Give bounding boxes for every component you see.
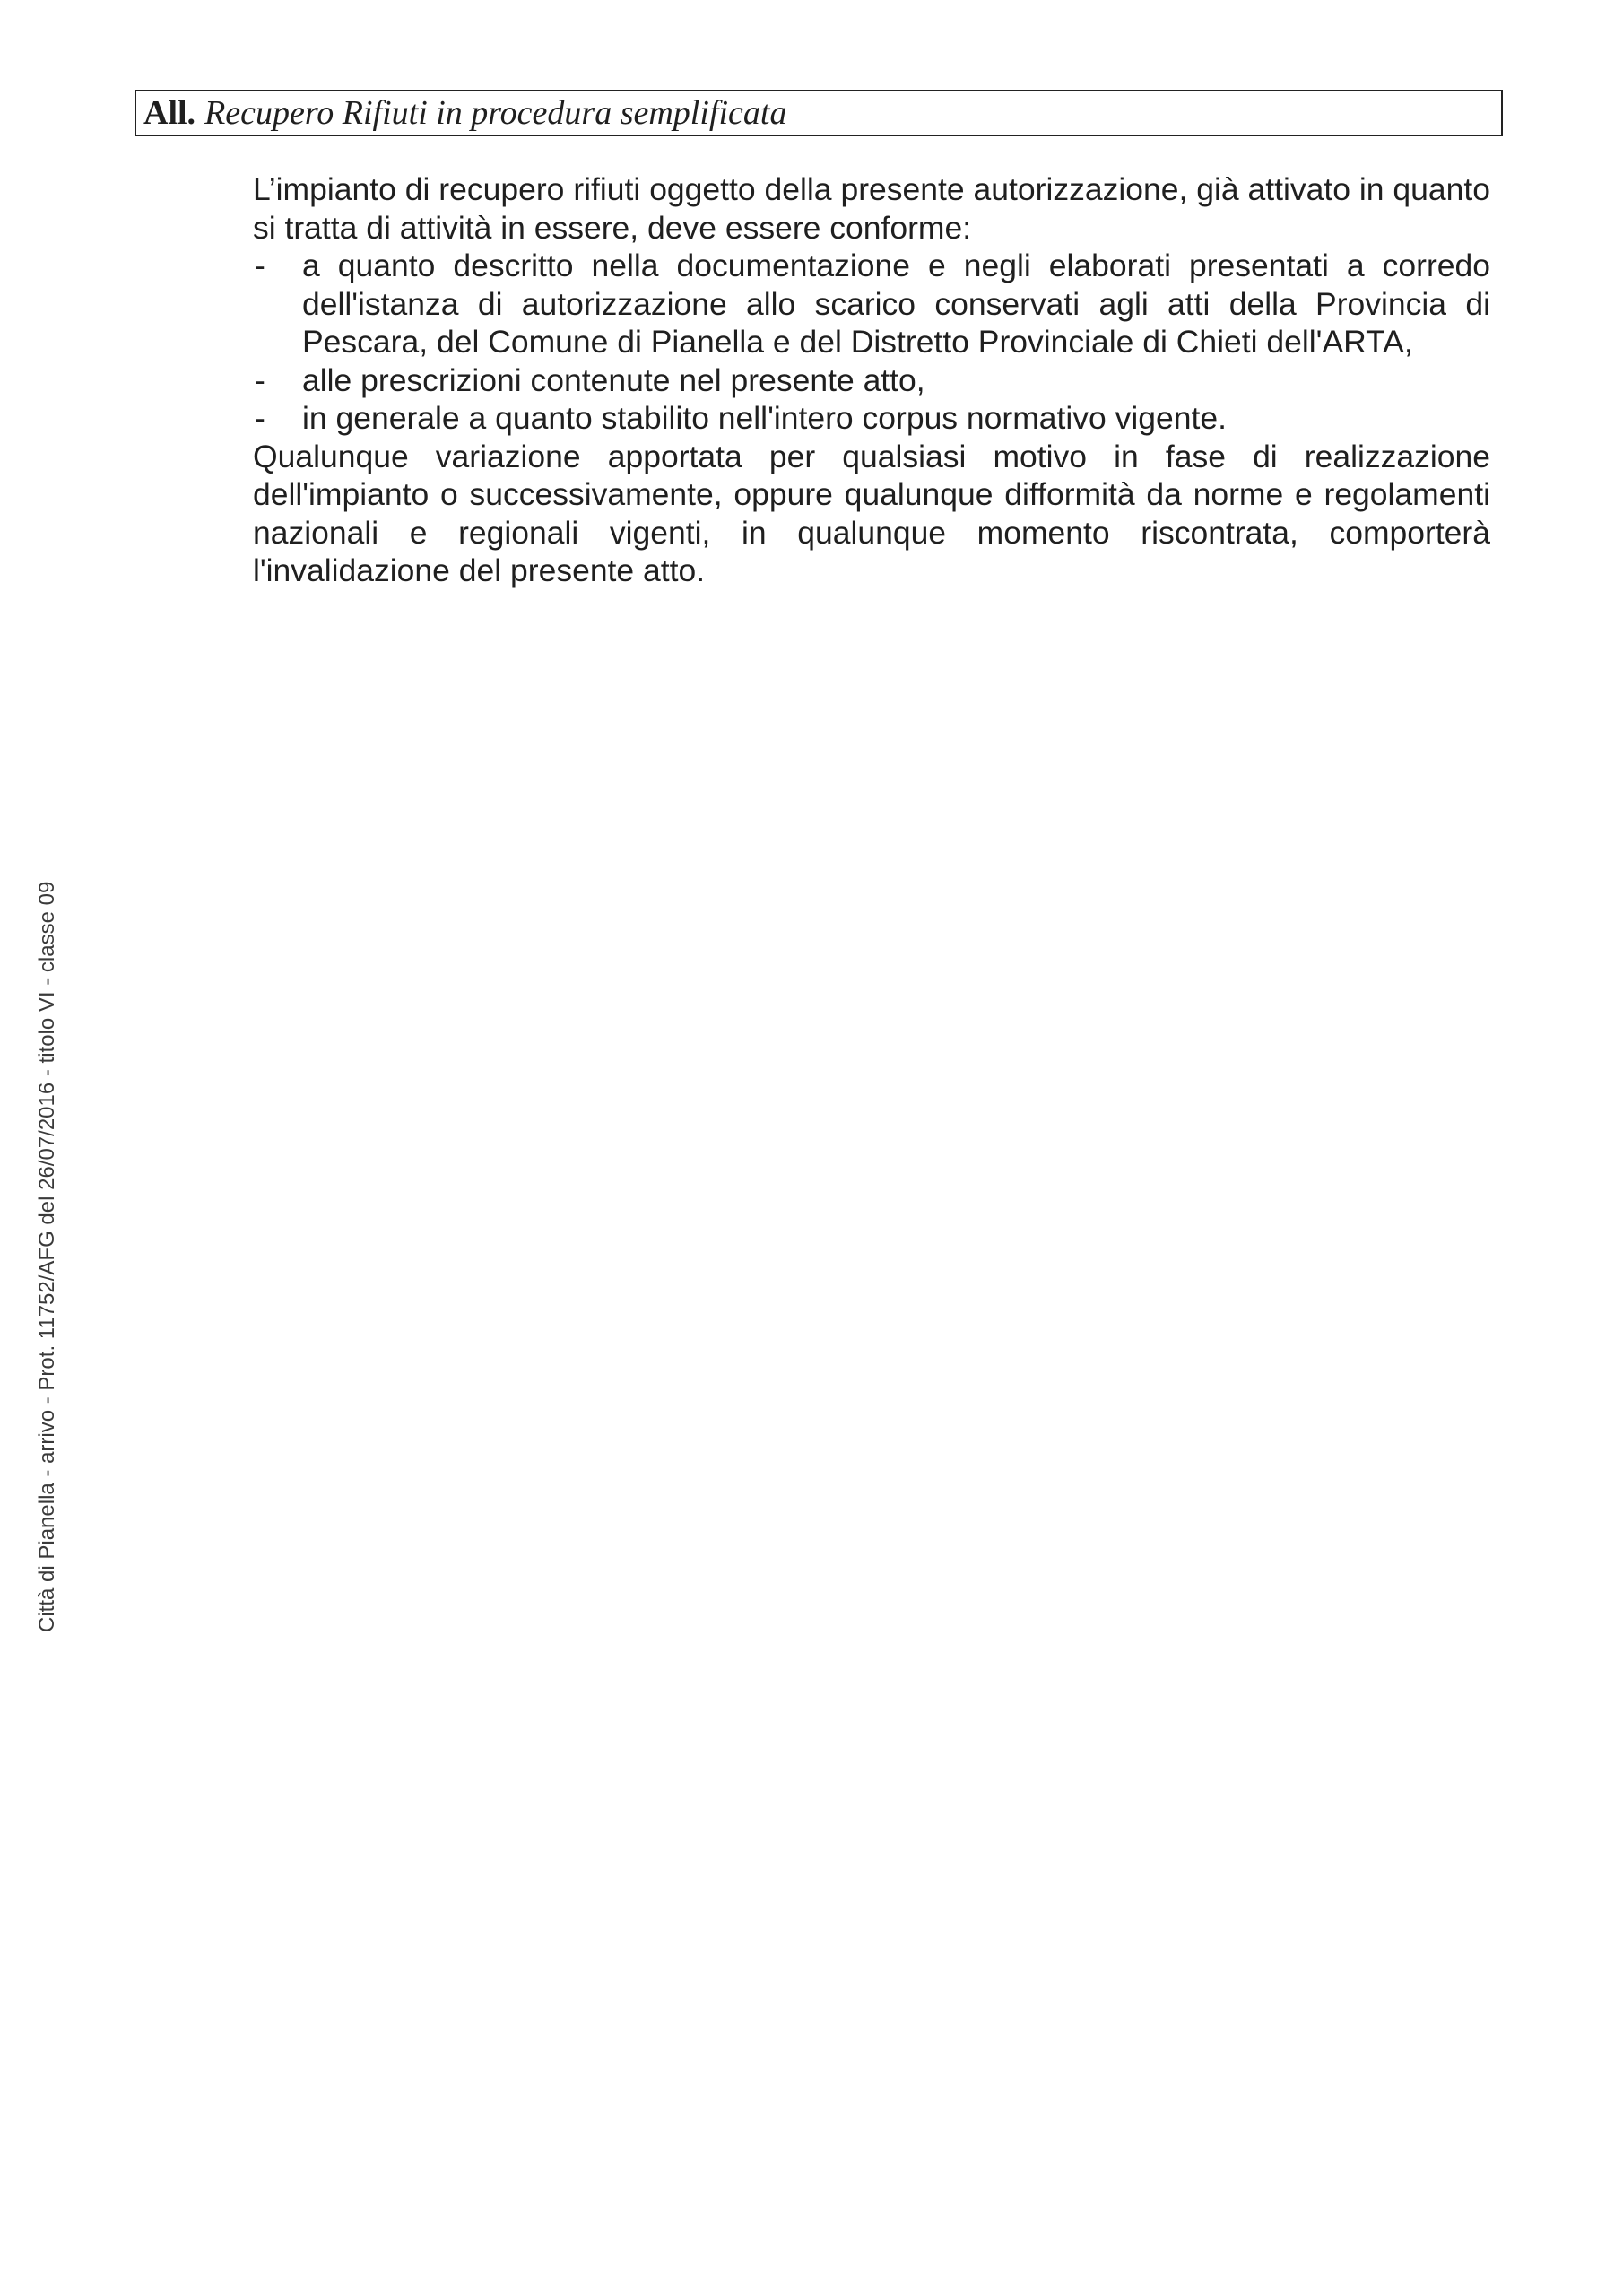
list-item-text: in generale a quanto stabilito nell'intero corpus normativo vigente. [302,400,1227,436]
list-item [253,399,1490,438]
document-body [253,170,1490,590]
list-bullet: - [255,248,265,283]
protocol-stamp: Città di Pianella - arrivo - Prot. 11752/AFG del 26/07/2016 - titolo VI - classe 09 [35,881,59,1632]
list-item-text: alle prescrizioni contenute nel presente atto, [302,361,925,398]
list-bullet: - [255,361,265,398]
closing-paragraph: Qualunque variazione apportata per qualsiasi motivo in fase di realizzazione dell'impianto o successivamente, oppure qualunque difformità da norme e regolamenti nazionali e regionali vigenti, in qualunque momento riscontrata, comporterà l'invalidazione del presente atto. [253,438,1490,588]
heading-prefix: All. [143,94,196,132]
list-item [253,361,1490,400]
list-item [253,247,1490,361]
list-item-text: a quanto descritto nella documentazione e negli elaborati presentati a corredo dell'istanza di autorizzazione allo scarico conservati agli atti della Provincia di Pescara, del Comune di Pianella e del Distretto Provinciale di Chieti dell'ARTA, [302,248,1490,360]
intro-paragraph: L’impianto di recupero rifiuti oggetto della presente autorizzazione, già attivato in quanto si tratta di attività in essere, deve essere conforme: [253,171,1490,246]
section-heading-box [135,90,1503,136]
list-bullet: - [255,400,265,436]
heading-title: Recupero Rifiuti in procedura semplificata [204,94,787,132]
requirements-list [253,247,1490,438]
